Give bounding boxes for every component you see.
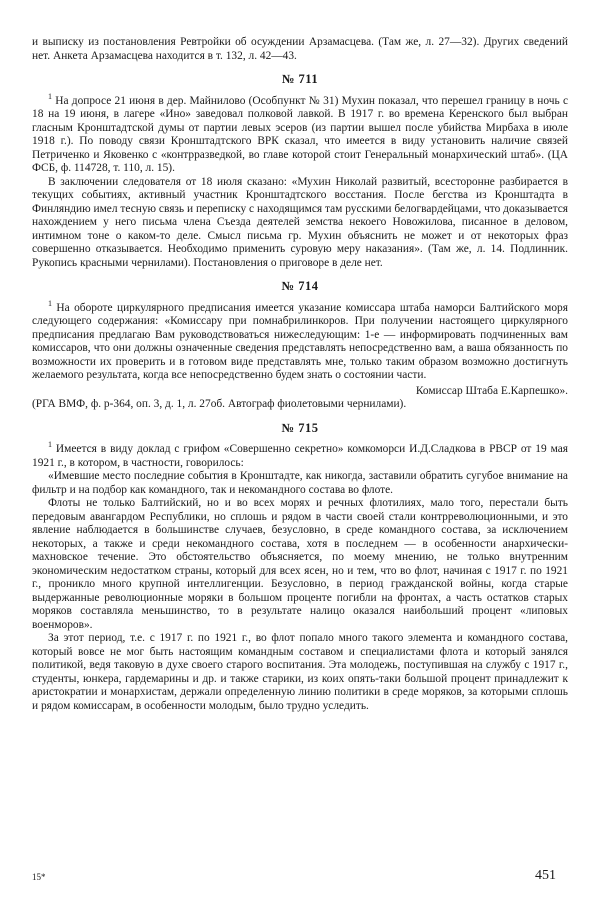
note-715-paragraph-4: За этот период, т.е. с 1917 г. по 1921 г., во флот попало много такого элемента и командного состава, который вовсе не мог быть настоящим командным составом и специалистами флота и который занялся политикой, ведя таковую в духе своего старого воспитания. Эта молодежь, поступившая на службу с 1917 г., студенты, юнкера, гардемарины и др. и также старики, из коих опять-таки большой процент принадлежит к аристократии и монархистам, держали определенную линию политики в среде моряков, за которыми сплошь и рядом комиссарам, в особенности молодым, было трудно уследить. — [32, 632, 568, 712]
note-715-paragraph-2: «Имевшие место последние события в Кронштадте, как никогда, заставили обратить сугубое внимание на фильтр и на подбор как командного, так и некомандного состава во флоте. — [32, 470, 568, 496]
intro-paragraph: и выписку из постановления Ревтройки об осуждении Арзамасцева. (Там же, л. 27—32). Других сведений нет. Анкета Арзамасцева находится в т. 132, л. 42—43. — [32, 36, 568, 62]
note-715-paragraph-1 — [32, 440, 568, 470]
note-715-paragraph-3: Флоты не только Балтийский, но и во всех морях и речных флотилиях, мало того, перестали быть передовым авангардом Республики, но сплошь и рядом в части своей стали контрреволюционными, и это явление наблюдается в большинстве случаев, безусловно, в среде командного состава, за исключением некоторых, а также и среди некомандного состава, хотя в последнем — в особенности анархически-махновское течение. Это обстоятельство объясняется, по моему мнению, не только внутренним экономическим недостатком страны, который для всех ясен, но и тем, что во флот, начиная с 1917 г. по 1921 г., проникло много крупной интеллигенции. Безусловно, в период гражданской войны, когда старые выдержанные революционные моряки в большом проценте погибли на фронтах, а часть остатков старых моряков составляла меньшинство, то в результате налицо оказался наибольший процент «липовых военморов». — [32, 497, 568, 631]
signature-mark: 15* — [32, 872, 46, 882]
note-711-paragraph-1 — [32, 91, 569, 176]
heading-711: № 711 — [281, 72, 319, 86]
page-number: 451 — [535, 868, 556, 883]
footnote-marker: 1 — [48, 440, 52, 450]
heading-715: № 715 — [281, 420, 319, 435]
note-715-text-1: Имеется в виду доклад с грифом «Совершенно секретно» комкоморси И.Д.Сладкова в РВСР от 19 мая 1921 г., в котором, в частности, говорилось: — [32, 443, 568, 469]
note-711-paragraph-2: В заключении следователя от 18 июля сказано: «Мухин Николай развитый, всесторонне разбирается в текущих событиях, активный участник Кронштадтского восстания. После бегства из Кронштадта в Финляндию имел тесную связь и переписку с находящимся там русскими белогвардейцами, что доказывается нахождением у него письма члена Съезда деятелей земства некоего Новожилова, писанное в деловом, интимном тоне о каком-то деле. Смысл письма гр. Мухин объяснить не может и от некоторых фраз совершенно отказывается. Необходимо применить суровую меру наказания». (Там же, л. 14. Подлинник. Рукопись красными чернилами). Постановления о приговоре в деле нет. — [32, 175, 568, 269]
note-714-text-1: На обороте циркулярного предписания имеется указание комиссара штаба наморси Балтийского моря следующего содержания: «Комиссару при помнабрилинкоров. При получении настоящего циркулярного предписания предлагаю Вам руководствоваться нижеследующим: 1-е — информировать подчиненных вам комиссаров, что они должны означенные сведения представлять непосредственно вам, а ваша обязанность по возможности их проверить и в готовом виде представлять мне, только таким образом возможно достигнуть желаемого результата, когда все непосредственно будем знать о состоянии части. — [32, 301, 568, 381]
footnote-marker: 1 — [48, 91, 52, 101]
page-body — [32, 36, 568, 713]
note-714-source: (РГА ВМФ, ф. р-364, оп. 3, д. 1, л. 27об. Автограф фиолетовыми чернилами). — [32, 398, 407, 410]
note-711-text-1: На допросе 21 июня в дер. Майнилово (Особпункт № 31) Мухин показал, что перешел границу в ночь с 18 на 19 июня, в лагере «Ино» заведовал полковой лавкой. В 1917 г. во времена Керенского был выбран гласным Кронштадтской думы от партии левых эсеров (из партии вышел после убийства Мирбаха в июле 1918 г.). По поводу связи Кронштадтского ВРК сказал, что имеется в виду установить наличие связей Петриченко и Яковенко с «контрразведкой, во главе которой стоит Генеральный монархический штаб». (ЦА ФСБ, ф. 114728, т. 110, л. 15). — [32, 94, 569, 174]
heading-714: № 714 — [281, 279, 319, 293]
note-714-paragraph-1 — [32, 298, 568, 383]
footnote-marker: 1 — [48, 298, 52, 308]
note-714-signature: Комиссар Штаба Е.Карпешко». — [415, 384, 568, 397]
